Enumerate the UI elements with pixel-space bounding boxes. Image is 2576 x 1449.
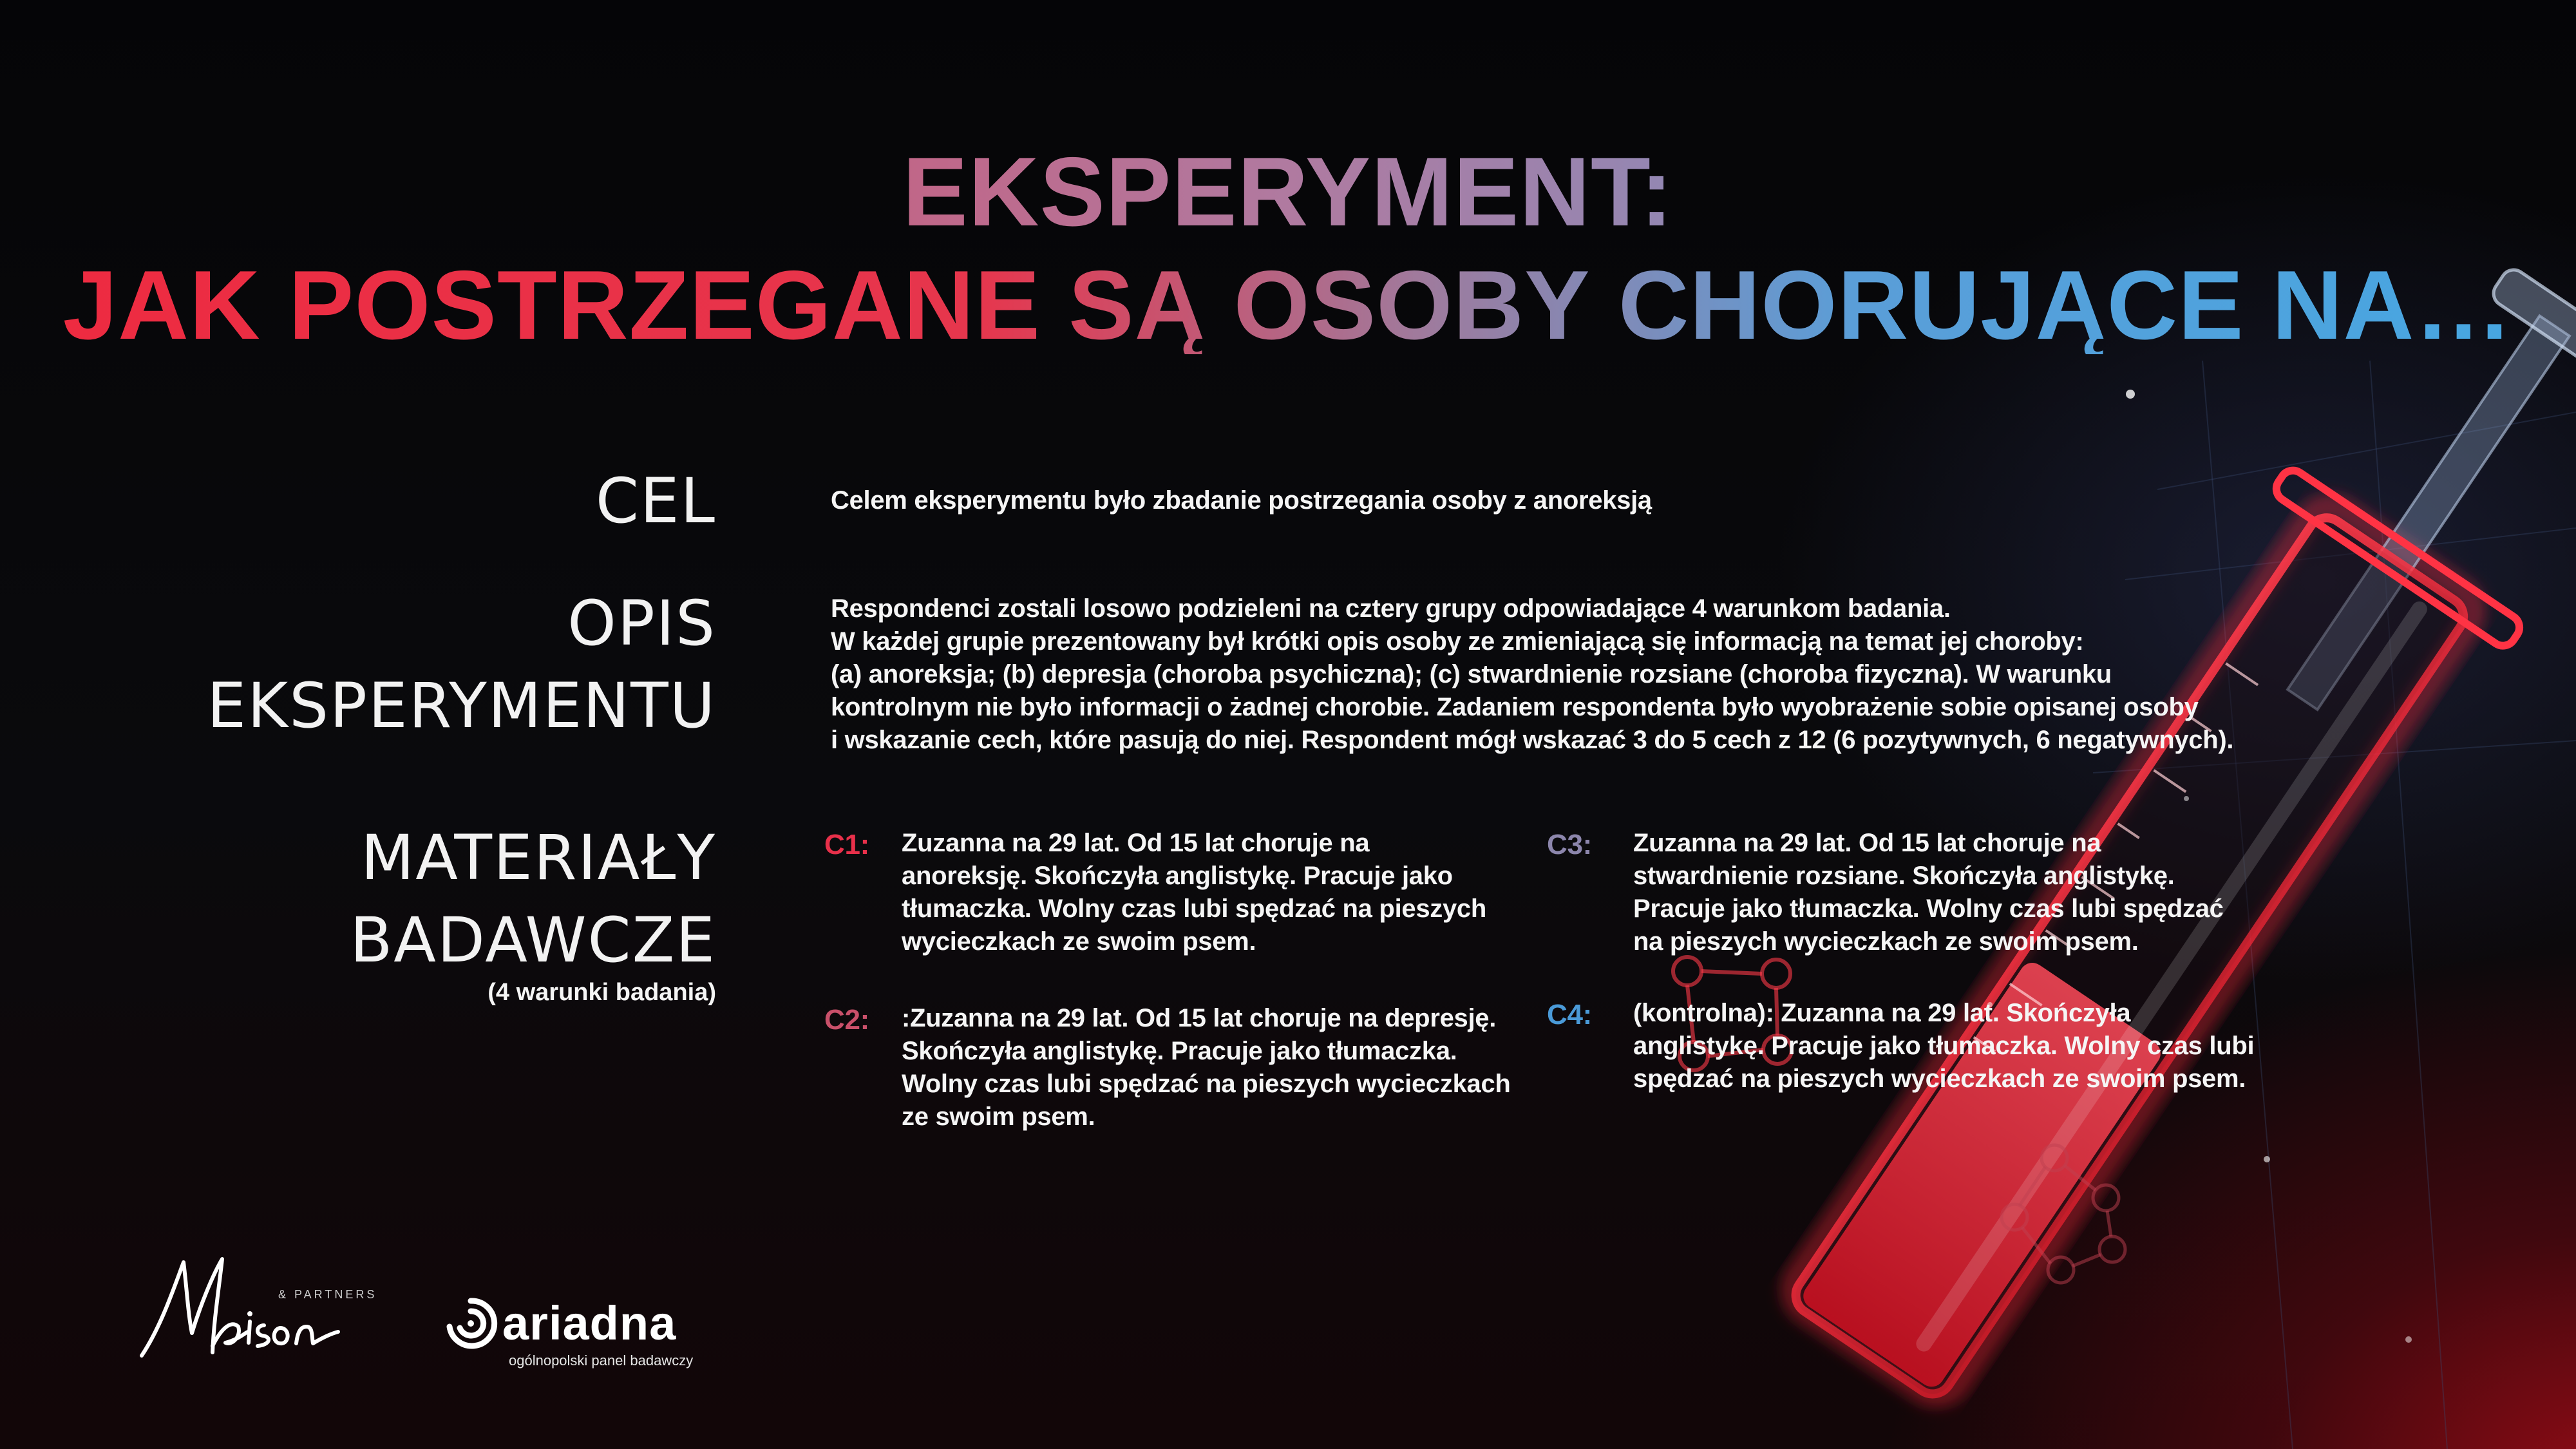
maison-partners-text: & PARTNERS xyxy=(278,1288,377,1301)
condition-text xyxy=(902,827,1486,958)
maison-logo xyxy=(135,1249,377,1365)
opis-line: W każdej grupie prezentowany był krótki opis osoby ze zmieniającą się informacją na temat jej choroby: xyxy=(831,627,2084,656)
title-line-2-part-1: JAK POSTRZEGANE SĄ xyxy=(62,251,1206,360)
cel-text: Celem eksperymentu było zbadanie postrzegania osoby z anoreksją xyxy=(831,486,1652,515)
condition-text xyxy=(1633,827,2224,958)
opis-line: Respondenci zostali losowo podzieleni na cztery grupy odpowiadające 4 warunkom badania. xyxy=(831,594,1951,623)
title-line-2-part-3: CHORUJĄCE NA… xyxy=(1618,251,2514,360)
condition-tag: C4: xyxy=(1547,999,1592,1030)
title-line-2-part-2: OSOBY xyxy=(1233,251,1591,360)
condition-line: Skończyła anglistykę. Pracuje jako tłumaczka. xyxy=(902,1037,1457,1065)
condition-text xyxy=(1633,997,2254,1095)
condition-tag: C2: xyxy=(824,1004,869,1036)
condition-line: (kontrolna): Zuzanna na 29 lat. Skończyła xyxy=(1633,999,2131,1027)
condition-line: tłumaczka. Wolny czas lubi spędzać na pieszych xyxy=(902,895,1486,923)
title-line-2 xyxy=(0,251,2576,360)
condition-line: ze swoim psem. xyxy=(902,1103,1095,1131)
opis-text xyxy=(831,592,2299,757)
ariadna-logo xyxy=(443,1294,714,1372)
label-cel: CEL xyxy=(595,465,716,537)
label-materialy xyxy=(350,817,716,981)
opis-line: kontrolnym nie było informacji o żadnej chorobie. Zadaniem respondenta było wyobrażenie sobie opisanej osoby xyxy=(831,693,2199,721)
opis-line: i wskazanie cech, które pasują do niej. Respondent mógł wskazać 3 do 5 cech z 12 (6 pozytywnych, 6 negatywnych). xyxy=(831,726,2234,754)
label-materialy-line-2: BADAWCZE xyxy=(350,904,716,976)
label-materialy-sub: (4 warunki badania) xyxy=(488,979,716,1006)
condition-tag: C1: xyxy=(824,829,869,860)
condition-line: anoreksję. Skończyła anglistykę. Pracuje jako xyxy=(902,862,1453,890)
condition-line: Zuzanna na 29 lat. Od 15 lat choruje na xyxy=(1633,829,2101,857)
condition-line: stwardnienie rozsiane. Skończyła anglistykę. xyxy=(1633,862,2175,890)
label-opis-line-2: EKSPERYMENTU xyxy=(207,670,716,742)
ariadna-tagline: ogólnopolski panel badawczy xyxy=(509,1352,694,1368)
label-opis-line-1: OPIS xyxy=(567,587,716,659)
ariadna-wordmark: ariadna xyxy=(502,1296,677,1350)
ariadna-spiral-icon xyxy=(443,1296,498,1351)
label-materialy-line-1: MATERIAŁY xyxy=(361,822,716,894)
condition-line: wycieczkach ze swoim psem. xyxy=(902,927,1256,956)
condition-line: na pieszych wycieczkach ze swoim psem. xyxy=(1633,927,2139,956)
condition-line: Wolny czas lubi spędzać na pieszych wycieczkach xyxy=(902,1070,1511,1098)
maison-signature-icon xyxy=(135,1249,354,1365)
title-line-1: EKSPERYMENT: xyxy=(0,143,2576,241)
condition-line: :Zuzanna na 29 lat. Od 15 lat choruje na depresję. xyxy=(902,1004,1497,1032)
label-opis xyxy=(207,582,717,747)
condition-line: anglistykę. Pracuje jako tłumaczka. Wolny czas lubi xyxy=(1633,1032,2255,1060)
condition-line: Zuzanna na 29 lat. Od 15 lat choruje na xyxy=(902,829,1370,857)
opis-line: (a) anoreksja; (b) depresja (choroba psychiczna); (c) stwardnienie rozsiane (choroba fizyczna). W warunku xyxy=(831,660,2112,688)
condition-line: spędzać na pieszych wycieczkach ze swoim psem. xyxy=(1633,1065,2246,1093)
condition-tag: C3: xyxy=(1547,829,1592,860)
condition-text xyxy=(902,1002,1511,1133)
condition-line: Pracuje jako tłumaczka. Wolny czas lubi spędzać xyxy=(1633,895,2224,923)
